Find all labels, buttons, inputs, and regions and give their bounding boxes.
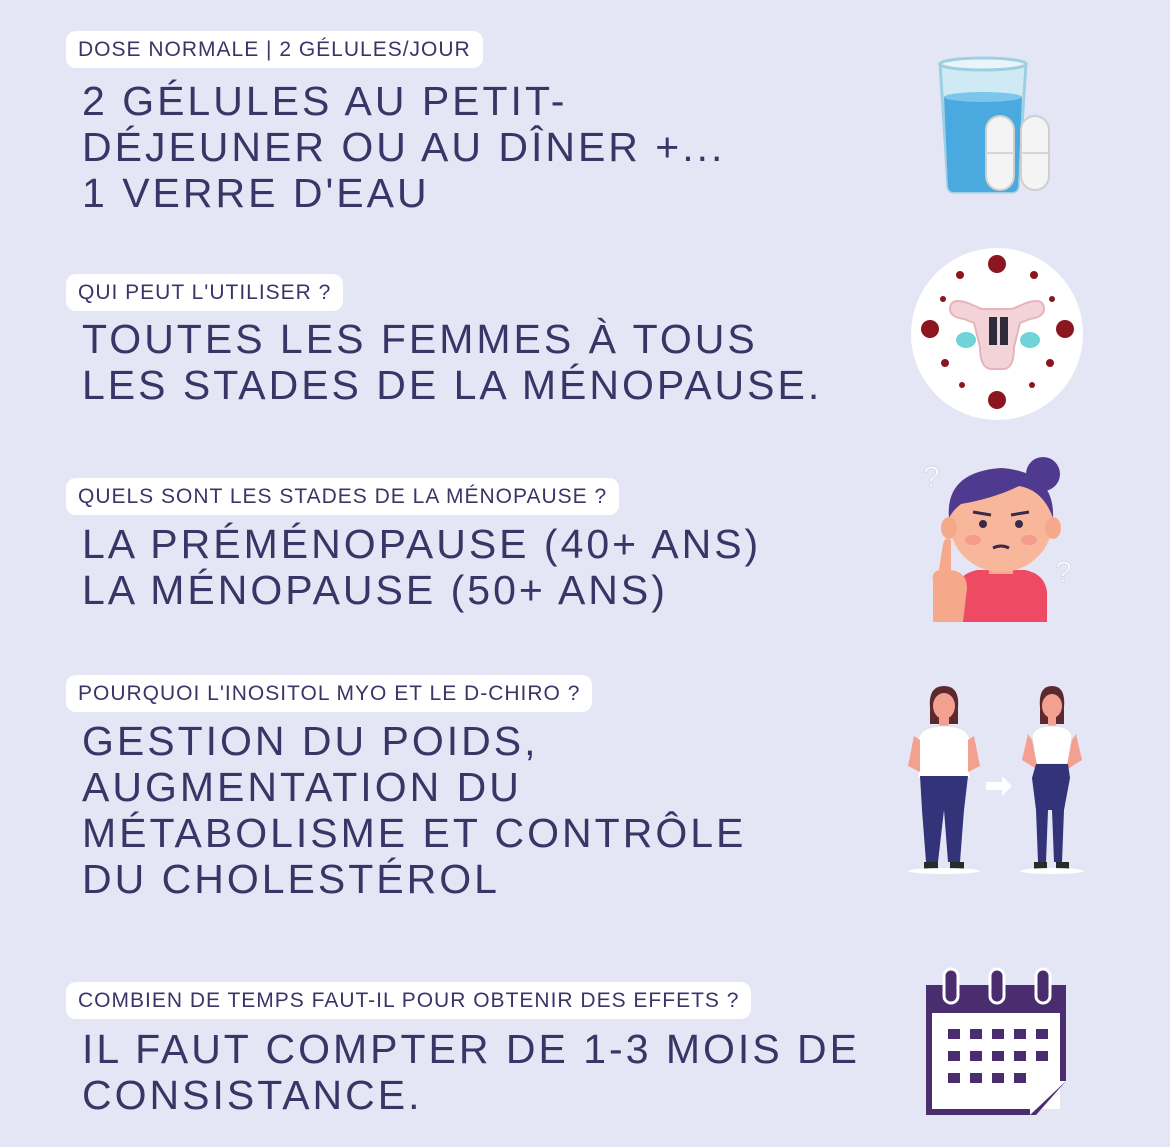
- duration-text: IL FAUT COMPTER DE 1-3 MOIS DE CONSISTANCE.: [82, 1026, 861, 1118]
- dosage-label: DOSE NORMALE | 2 GÉLULES/JOUR: [66, 31, 483, 68]
- users-label: QUI PEUT L'UTILISER ?: [66, 274, 343, 311]
- weight-loss-women-icon: [898, 680, 1098, 880]
- calendar-icon: [918, 965, 1076, 1120]
- questioning-woman-icon: [915, 452, 1080, 622]
- svg-text:?: ?: [923, 461, 940, 494]
- duration-label: COMBIEN DE TEMPS FAUT-IL POUR OBTENIR DES EFFETS ?: [66, 982, 751, 1019]
- stages-label: QUELS SONT LES STADES DE LA MÉNOPAUSE ?: [66, 478, 619, 515]
- benefits-label: POURQUOI L'INOSITOL MYO ET LE D-CHIRO ?: [66, 675, 592, 712]
- dosage-text: 2 GÉLULES AU PETIT- DÉJEUNER OU AU DÎNER +... 1 VERRE D'EAU: [82, 78, 726, 216]
- benefits-text: GESTION DU POIDS, AUGMENTATION DU MÉTABOLISME ET CONTRÔLE DU CHOLESTÉROL: [82, 718, 747, 902]
- svg-text:?: ?: [1055, 556, 1072, 589]
- users-text: TOUTES LES FEMMES À TOUS LES STADES DE LA MÉNOPAUSE.: [82, 316, 823, 408]
- water-glass-capsules-icon: [930, 52, 1060, 197]
- uterus-hormones-icon: [910, 247, 1085, 422]
- stages-text: LA PRÉMÉNOPAUSE (40+ ANS) LA MÉNOPAUSE (50+ ANS): [82, 521, 762, 613]
